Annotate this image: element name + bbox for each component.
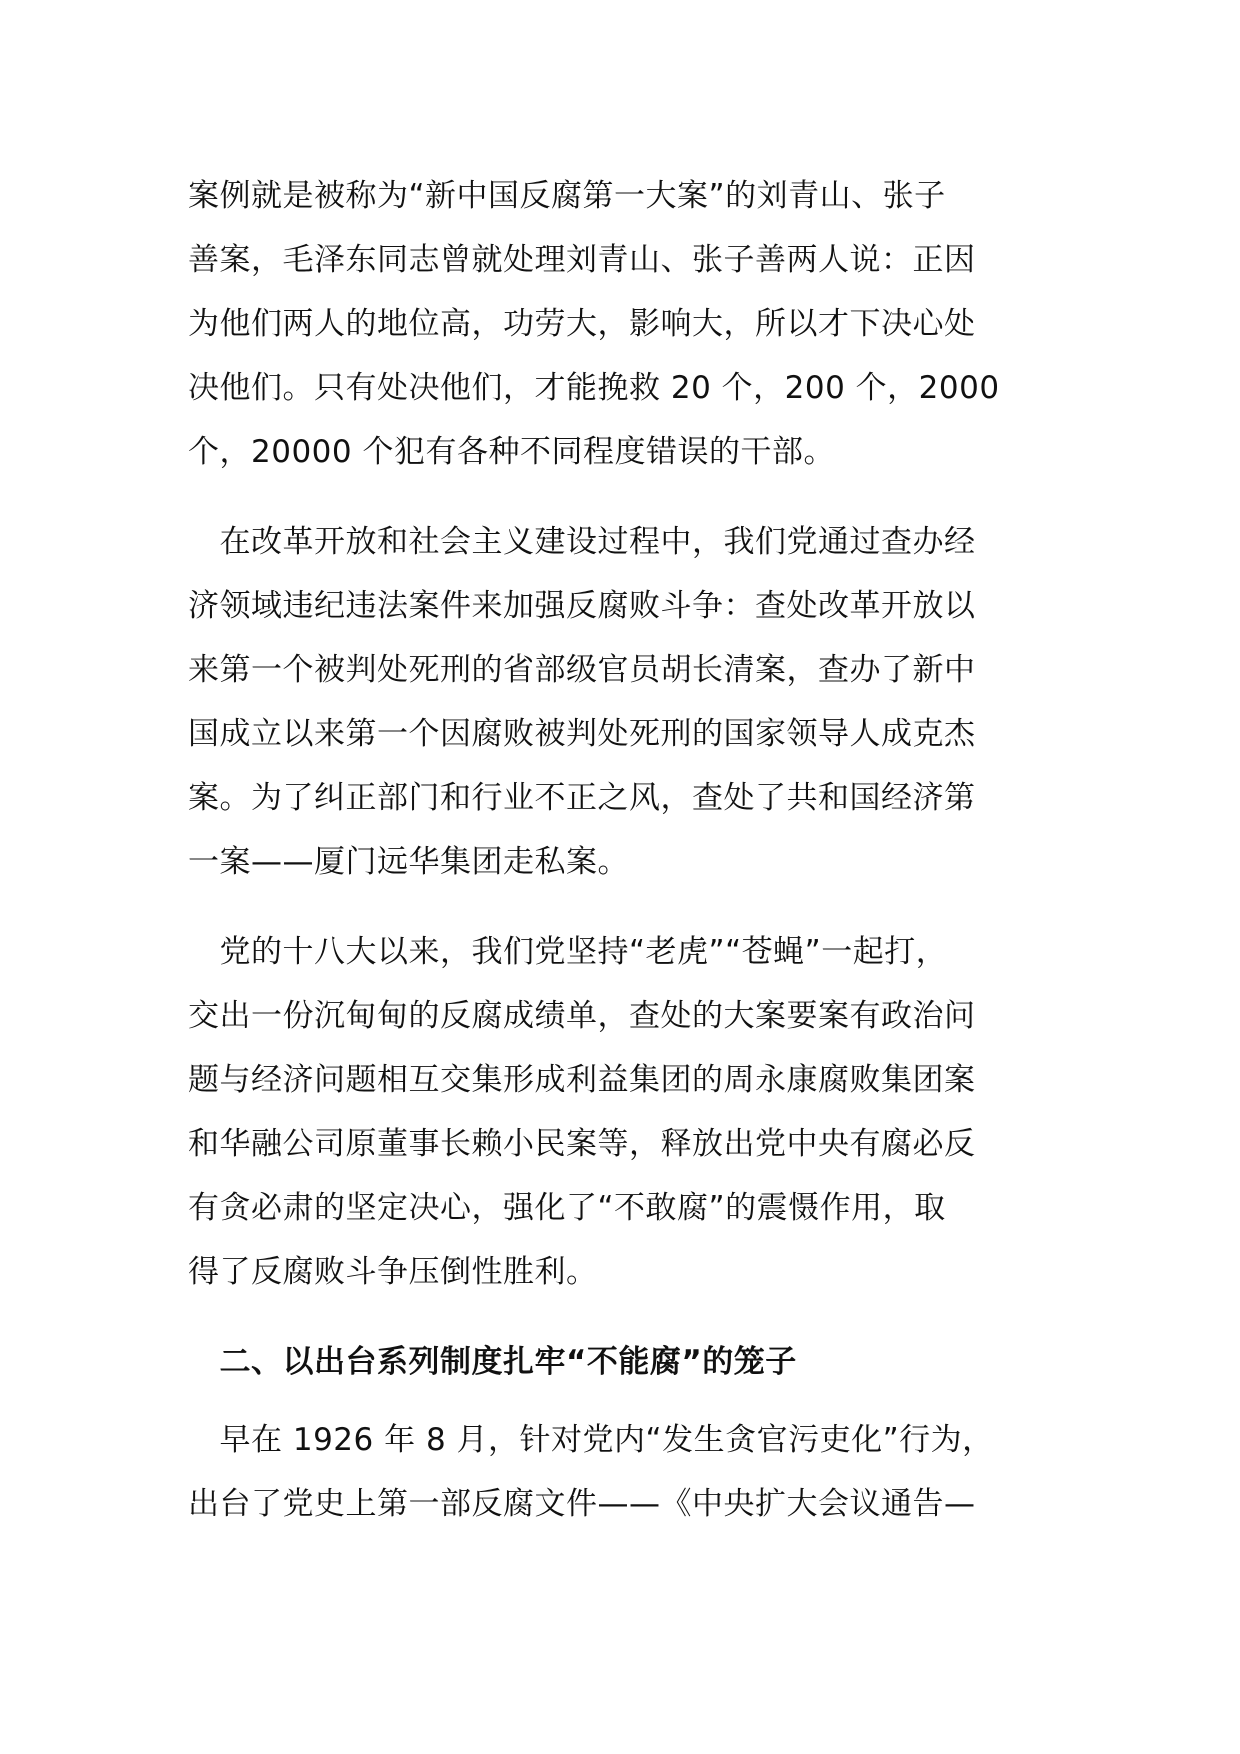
paragraph-line: 有贪必肃的坚定决心，强化了“不敢腐”的震慑作用，取 <box>188 1190 946 1226</box>
paragraph-line: 出台了党史上第一部反腐文件——《中央扩大会议通告— <box>188 1486 976 1522</box>
paragraph-4 <box>188 1408 1068 1536</box>
paragraph-1 <box>188 164 1068 484</box>
paragraph-line: 个，20000 个犯有各种不同程度错误的干部。 <box>188 434 835 470</box>
paragraph-3 <box>188 920 1068 1304</box>
paragraph-line: 得了反腐败斗争压倒性胜利。 <box>188 1254 598 1290</box>
paragraph-line: 一案——厦门远华集团走私案。 <box>188 844 629 880</box>
paragraph-line: 早在 1926 年 8 月，针对党内“发生贪官污吏化”行为， <box>188 1422 994 1458</box>
paragraph-line: 和华融公司原董事长赖小民案等，释放出党中央有腐必反 <box>188 1126 976 1162</box>
paragraph-line: 来第一个被判处死刑的省部级官员胡长清案，查办了新中 <box>188 652 976 688</box>
document-body <box>188 164 1068 1536</box>
paragraph-line: 济领域违纪违法案件来加强反腐败斗争：查处改革开放以 <box>188 588 976 624</box>
paragraph-line: 题与经济问题相互交集形成利益集团的周永康腐败集团案 <box>188 1062 976 1098</box>
paragraph-line: 善案，毛泽东同志曾就处理刘青山、张子善两人说：正因 <box>188 242 976 278</box>
paragraph-line: 案例就是被称为“新中国反腐第一大案”的刘青山、张子 <box>188 178 946 214</box>
paragraph-line: 在改革开放和社会主义建设过程中，我们党通过查办经 <box>188 524 976 560</box>
paragraph-2 <box>188 510 1068 894</box>
paragraph-line: 决他们。只有处决他们，才能挽救 20 个，200 个，2000 <box>188 370 1000 406</box>
paragraph-line: 交出一份沉甸甸的反腐成绩单，查处的大案要案有政治问 <box>188 998 976 1034</box>
paragraph-line: 党的十八大以来，我们党坚持“老虎”“苍蝇”一起打， <box>188 934 948 970</box>
paragraph-line: 国成立以来第一个因腐败被判处死刑的国家领导人成克杰 <box>188 716 976 752</box>
section-heading: 二、以出台系列制度扎牢“不能腐”的笼子 <box>188 1344 797 1380</box>
paragraph-line: 案。为了纠正部门和行业不正之风，查处了共和国经济第 <box>188 780 976 816</box>
paragraph-line: 为他们两人的地位高，功劳大，影响大，所以才下决心处 <box>188 306 976 342</box>
